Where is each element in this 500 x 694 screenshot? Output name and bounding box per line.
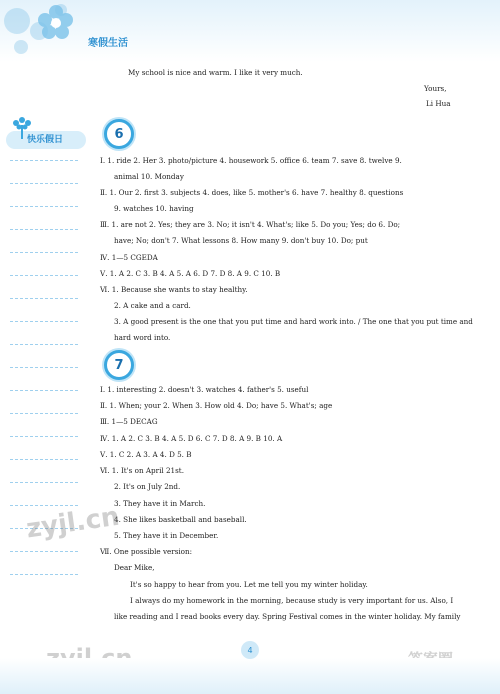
sidebar-divider [10,344,78,345]
answer-line: 2. A cake and a card. [114,301,191,310]
unit-7-badge: 7 [104,350,134,380]
letter-closing: Yours, [424,84,447,93]
decorative-bubble [4,8,30,34]
answer-line: Dear Mike, [114,563,155,572]
answer-line: Ⅴ. 1. A 2. C 3. B 4. A 5. A 6. D 7. D 8. A 9. C 10. B [100,269,281,278]
letter-signature: Li Hua [426,99,451,108]
answer-line: Ⅳ. 1. A 2. C 3. B 4. A 5. D 6. C 7. D 8. A 9. B 10. A [100,434,283,443]
answer-line: It's so happy to hear from you. Let me tell you my winter holiday. [130,580,368,589]
answer-line: Ⅰ. 1. ride 2. Her 3. photo/picture 4. housework 5. office 6. team 7. save 8. twelve 9. [100,156,402,165]
answer-line: have; No; don't 7. What lessons 8. How many 9. don't buy 10. Do; put [114,236,368,245]
answer-line: Ⅲ. 1—5 DECAG [100,417,158,426]
sidebar-divider [10,229,78,230]
sidebar-divider [10,390,78,391]
sidebar-divider [10,367,78,368]
answer-line: Ⅲ. 1. are not 2. Yes; they are 3. No; it isn't 4. What's; like 5. Do you; Yes; do 6. Do; [100,220,401,229]
answer-line: 9. watches 10. having [114,204,194,213]
answer-line: Ⅴ. 1. C 2. A 3. A 4. D 5. B [100,450,192,459]
answer-line: like reading and I read books every day. Spring Festival comes in the winter holiday. My family [114,612,461,621]
sidebar-divider [10,275,78,276]
letter-body-line: My school is nice and warm. I like it very much. [128,68,303,77]
answer-line: Ⅰ. 1. interesting 2. doesn't 3. watches 4. father's 5. useful [100,385,309,394]
sidebar-divider [10,298,78,299]
sidebar-divider [10,252,78,253]
footer-background [0,658,500,694]
answer-line: Ⅶ. One possible version: [100,547,193,556]
answer-line: Ⅱ. 1. When; your 2. When 3. How old 4. Do; have 5. What's; age [100,401,333,410]
sidebar-divider [10,505,78,506]
sidebar-label: 快乐假日 [27,135,64,145]
sidebar-divider [10,574,78,575]
sidebar-divider [10,413,78,414]
sidebar-divider [10,482,78,483]
page-header-title: 寒假生活 [88,38,128,49]
sidebar-divider [10,551,78,552]
answer-line: hard word into. [114,333,171,342]
answer-line: Ⅵ. 1. Because she wants to stay healthy. [100,285,248,294]
decorative-bubble [14,40,28,54]
answer-line: 3. They have it in March. [114,499,206,508]
sidebar-divider [10,436,78,437]
flower-icon [36,2,76,42]
answer-line: 3. A good present is the one that you put time and hard work into. / The one that you put time and [114,317,473,326]
sidebar-divider [10,459,78,460]
sidebar-divider [10,160,78,161]
answer-line: I always do my homework in the morning, because study is very important for us. Also, I [130,596,454,605]
unit-6-badge: 6 [104,119,134,149]
answer-line: animal 10. Monday [114,172,184,181]
answer-line: Ⅱ. 1. Our 2. first 3. subjects 4. does, like 5. mother's 6. have 7. healthy 8. questions [100,188,404,197]
answer-line: Ⅵ. 1. It's on April 21st. [100,466,184,475]
answer-line: 2. It's on July 2nd. [114,482,181,491]
page-number: 4 [241,641,259,659]
sidebar-divider [10,528,78,529]
sidebar-divider [10,183,78,184]
answer-line: 4. She likes basketball and baseball. [114,515,247,524]
sidebar-divider [10,321,78,322]
watermark-mid: zyjl.cn [24,501,122,545]
answer-line: 5. They have it in December. [114,531,219,540]
sidebar-divider [10,206,78,207]
answer-line: Ⅳ. 1—5 CGEDA [100,253,158,262]
